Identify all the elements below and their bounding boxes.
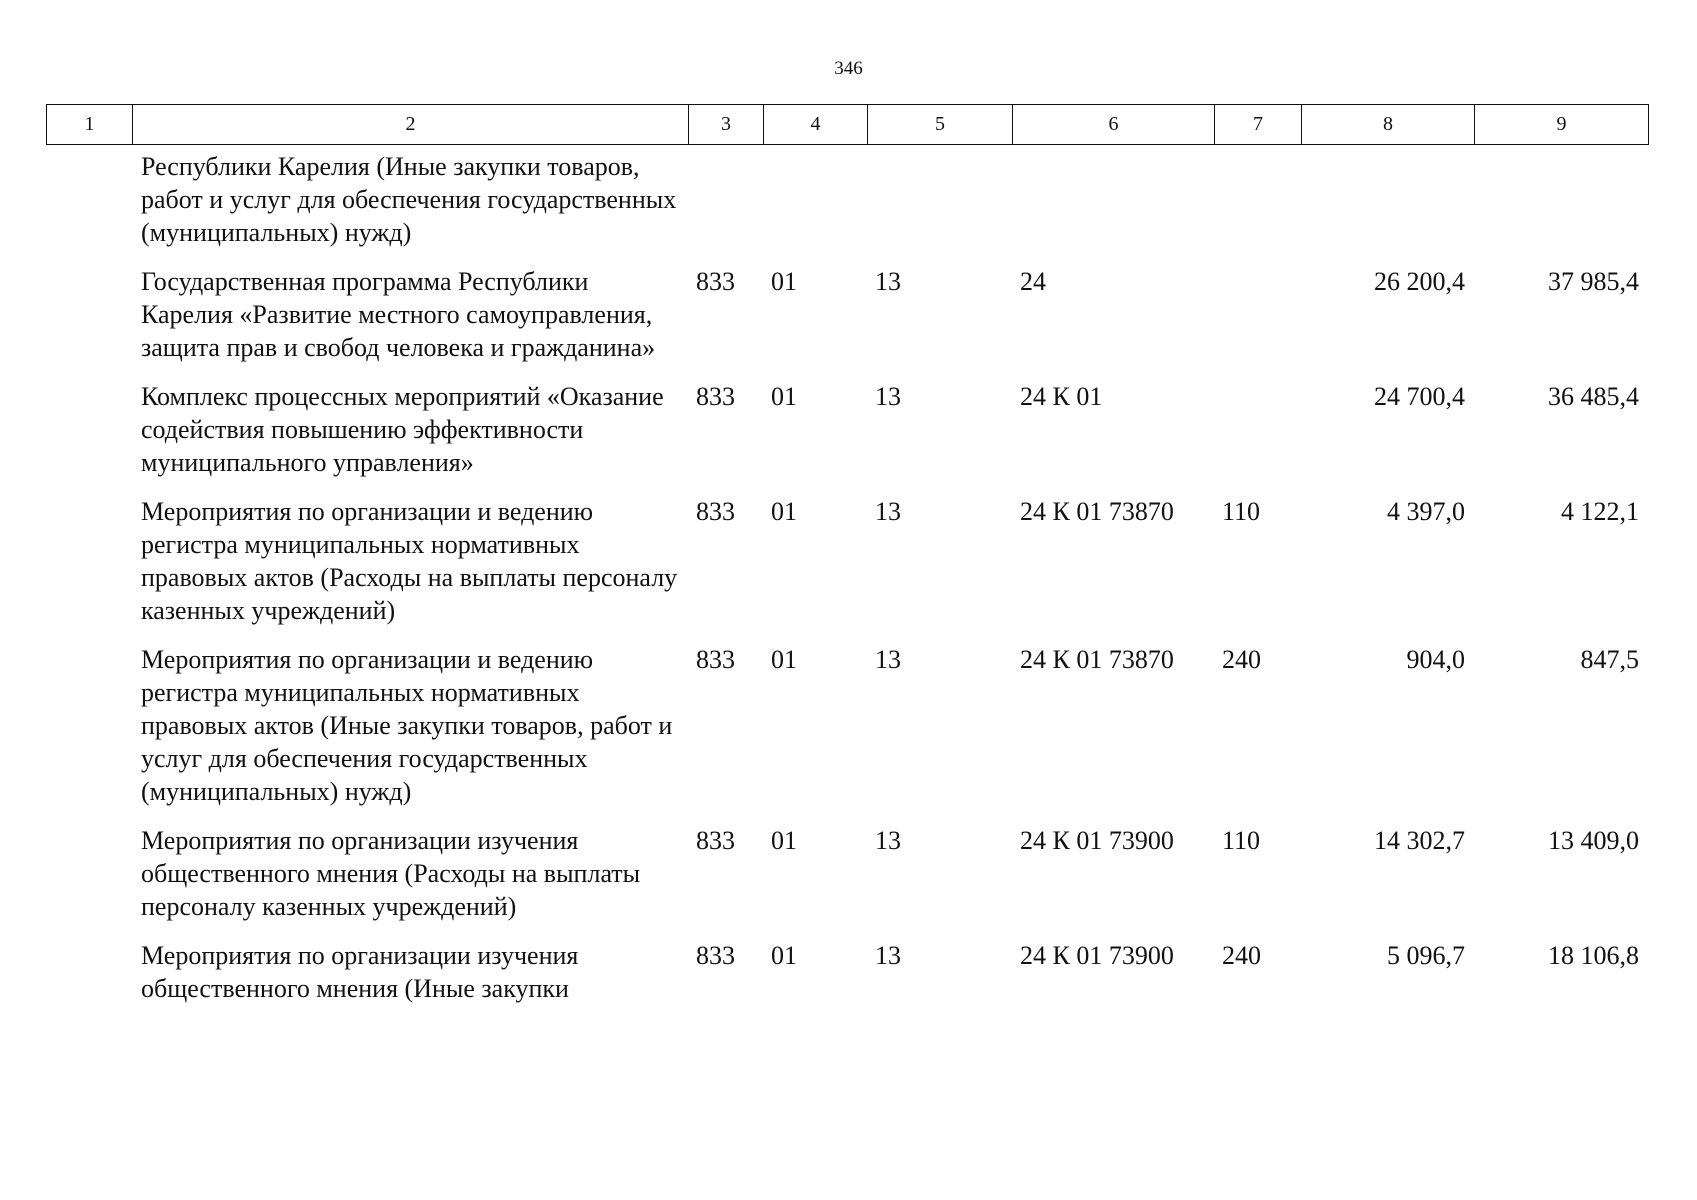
page-number: 346 <box>834 58 863 79</box>
cell-col-6 <box>1012 150 1214 265</box>
header-col-5: 5 <box>868 105 1013 145</box>
cell-col-3: 833 <box>696 645 735 674</box>
cell-col-6: 24 К 01 73900 <box>1020 826 1174 855</box>
header-col-4: 4 <box>764 105 868 145</box>
cell-col-1 <box>46 939 132 1021</box>
cell-col-6: 24 К 01 73870 <box>1020 497 1174 526</box>
cell-name: Мероприятия по организации изучения общественного мнения (Расходы на выплаты персоналу казенных учреждений) <box>141 826 641 921</box>
cell-col-6: 24 <box>1020 267 1046 296</box>
cell-name: Мероприятия по организации и ведению регистра муниципальных нормативных правовых актов (Расходы на выплаты персоналу казенных учреждений) <box>141 497 678 625</box>
header-col-1: 1 <box>47 105 133 145</box>
cell-name: Комплекс процессных мероприятий «Оказание содействия повышению эффективности муниципального управления» <box>141 382 664 477</box>
cell-col-1 <box>46 643 132 824</box>
column-number-header <box>46 104 1649 145</box>
cell-col-7: 110 <box>1222 826 1261 855</box>
cell-col-4: 01 <box>771 382 797 411</box>
cell-col-4: 01 <box>771 941 797 970</box>
table-row <box>46 150 1648 265</box>
cell-col-8: 4 397,0 <box>1387 497 1465 526</box>
cell-col-1 <box>46 265 132 380</box>
cell-col-9: 13 409,0 <box>1548 826 1639 855</box>
cell-col-1 <box>46 150 132 265</box>
cell-col-9: 36 485,4 <box>1548 382 1639 411</box>
cell-col-7 <box>1214 265 1301 380</box>
cell-col-4: 01 <box>771 267 797 296</box>
cell-col-5: 13 <box>875 645 901 674</box>
cell-col-5: 13 <box>875 826 901 855</box>
cell-col-1 <box>46 495 132 643</box>
cell-col-8: 5 096,7 <box>1387 941 1465 970</box>
header-col-7: 7 <box>1215 105 1302 145</box>
header-col-9: 9 <box>1475 105 1649 145</box>
cell-col-4: 01 <box>771 497 797 526</box>
table-row <box>46 380 1648 495</box>
cell-col-8 <box>1301 150 1474 265</box>
cell-col-1 <box>46 380 132 495</box>
table-row <box>46 939 1648 1021</box>
cell-col-7 <box>1214 150 1301 265</box>
cell-col-1 <box>46 824 132 939</box>
cell-col-9: 847,5 <box>1580 645 1639 674</box>
header-col-2: 2 <box>133 105 689 145</box>
cell-col-7: 110 <box>1222 497 1261 526</box>
cell-col-9: 37 985,4 <box>1548 267 1639 296</box>
header-col-3: 3 <box>689 105 764 145</box>
cell-col-9: 18 106,8 <box>1548 941 1639 970</box>
cell-col-3: 833 <box>696 941 735 970</box>
header-col-6: 6 <box>1013 105 1215 145</box>
budget-table <box>46 150 1648 1021</box>
cell-name: Мероприятия по организации и ведению регистра муниципальных нормативных правовых актов (Иные закупки товаров, работ и услуг для обеспечения государственных (муниципальных) нужд) <box>141 645 673 806</box>
cell-col-3: 833 <box>696 267 735 296</box>
cell-col-3: 833 <box>696 826 735 855</box>
cell-name: Республики Карелия (Иные закупки товаров, работ и услуг для обеспечения государственных (муниципальных) нужд) <box>141 152 677 247</box>
cell-col-4: 01 <box>771 826 797 855</box>
cell-col-7: 240 <box>1222 941 1261 970</box>
cell-col-5 <box>867 150 1012 265</box>
cell-col-3: 833 <box>696 382 735 411</box>
table-row <box>46 495 1648 643</box>
cell-col-9: 4 122,1 <box>1561 497 1639 526</box>
cell-col-5: 13 <box>875 941 901 970</box>
cell-col-8: 14 302,7 <box>1374 826 1465 855</box>
cell-col-8: 904,0 <box>1406 645 1465 674</box>
cell-col-3: 833 <box>696 497 735 526</box>
cell-col-5: 13 <box>875 497 901 526</box>
cell-col-4 <box>763 150 867 265</box>
cell-name: Государственная программа Республики Карелия «Развитие местного самоуправления, защита прав и свобод человека и гражданина» <box>141 267 656 362</box>
cell-col-5: 13 <box>875 267 901 296</box>
table-row <box>46 643 1648 824</box>
cell-col-3 <box>688 150 763 265</box>
cell-col-6: 24 К 01 73870 <box>1020 645 1174 674</box>
header-row <box>47 105 1649 145</box>
table-row <box>46 824 1648 939</box>
cell-col-8: 26 200,4 <box>1374 267 1465 296</box>
cell-col-6: 24 К 01 <box>1020 382 1103 411</box>
header-col-8: 8 <box>1302 105 1475 145</box>
cell-col-5: 13 <box>875 382 901 411</box>
cell-col-9 <box>1474 150 1648 265</box>
table-row <box>46 265 1648 380</box>
cell-col-4: 01 <box>771 645 797 674</box>
cell-col-7: 240 <box>1222 645 1261 674</box>
cell-col-7 <box>1214 380 1301 495</box>
cell-col-6: 24 К 01 73900 <box>1020 941 1174 970</box>
cell-name: Мероприятия по организации изучения общественного мнения (Иные закупки <box>141 941 579 1003</box>
cell-col-8: 24 700,4 <box>1374 382 1465 411</box>
